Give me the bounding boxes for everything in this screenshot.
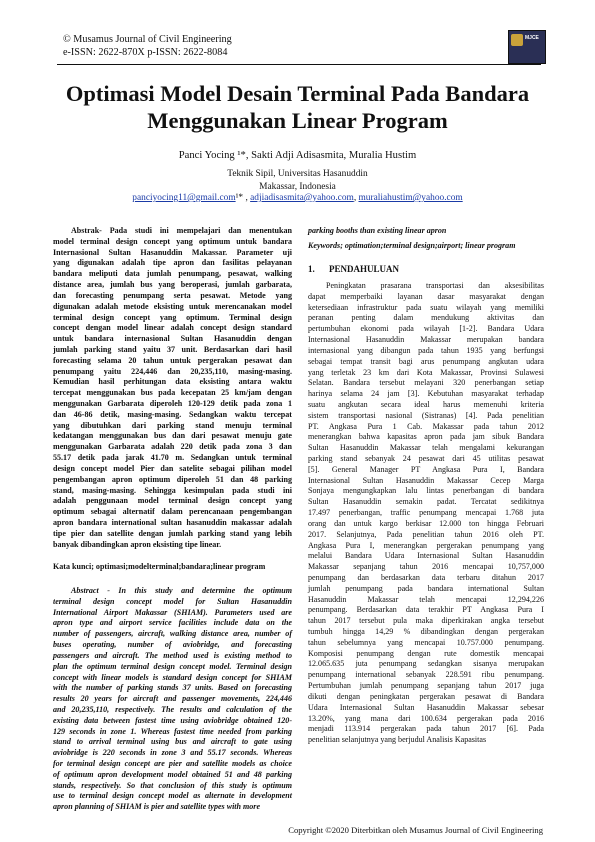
abstract-english [53, 586, 292, 813]
abstrak-line: dan 46-86 detik, masing-masing. Sedangkan waktu tercepat [53, 409, 292, 419]
affiliation [30, 168, 565, 193]
abstract-en-line: concept with linear models is standard design concept for SHIAM [53, 672, 292, 682]
abstrak-line: apron bandara international sultan hasanuddin makassar adalah [53, 517, 292, 527]
logo-text: MJCE [525, 35, 539, 41]
intro-line: internasional yang dibangun pada tahun 1935 yang berfungsi [308, 345, 544, 355]
abstrak-line: tipe pier dan satellite dengan jumlah parking stand yang lebih [53, 528, 292, 538]
abstract-continuation: parking booths than existing linear apron [308, 226, 447, 235]
abstrak-line-text: Pada studi ini mempelajari dan menentukan [109, 226, 292, 235]
abstrak-line: adalah penggunaan model terminal design concept yang [53, 496, 292, 506]
journal-logo [508, 30, 546, 64]
intro-line: peranan penting dalam mendukung aktivitas dan [308, 313, 544, 323]
email-sep: , [353, 193, 359, 203]
intro-line: Komposisi penumpang dengan rute domestik mencapai [308, 648, 544, 658]
section-heading [308, 264, 544, 274]
abstract-en-line: with the number of parking stands 37 units. Based on forecasting [53, 683, 292, 693]
intro-line: pertumbuhan ekonomi pada wilayah [1-2]. Bandara Udara [308, 324, 544, 334]
abstract-en-line: apron planning of SHIAM is pier and satellite types with more [53, 802, 261, 812]
intro-line: tahun sebelumnya yang mencapai 10.757.000 penumpang. [308, 637, 544, 647]
email-sep: ¹* , [235, 193, 251, 203]
abstrak-line: yang digunakan adalah tipe apron dan fasilitas pelayanan [53, 258, 292, 268]
abstract-en-line: stands, respectively. So that conclusion of this study is optimum [53, 780, 292, 790]
intro-line: penumpang. Berdasarkan data terakhir PT Angkasa Pura I [308, 605, 544, 615]
keywords: Keywords; optimation;terminal design;airport; linear program [308, 241, 516, 250]
intro-line: penelitian selanjutnya yang berjudul Analisis Kapasitas [308, 735, 487, 745]
intro-line: orang dan untuk kargo berkisar 12.000 ton hingga Februari [308, 518, 544, 528]
abstract-en-line: of optimum apron development model obtained 51 and 48 parking [53, 769, 292, 779]
abstract-en-line: existing data between fastest time using aviobridge obtained 120- [53, 715, 292, 725]
intro-line: 12.065.635 juta penumpang sedangkan sisanya merupakan [308, 659, 544, 669]
intro-line: parking stand sebanyak 24 pesawat dari 45 utilitas pesawat [308, 454, 544, 463]
issn-line: e-ISSN: 2622-870X p-ISSN: 2622-8084 [63, 47, 228, 58]
abstrak-line: Internasional Sultan Hasanuddin Makassar. Parameter uji [53, 247, 292, 257]
abstrak-line: bandara meliputi data jumlah penumpang, pesawat, walking [53, 269, 292, 279]
abstrak-line: menggunakan Garbarata adalah 220 detik pada zona 3 dan [53, 442, 292, 452]
intro-line: Pertumbuhan jumlah penumpang sepanjang tahun 2017 juga [308, 681, 544, 691]
intro-line: Udara Internasional Sultan Hasanuddin Makassar sebesar [308, 702, 544, 712]
abstrak-line [53, 226, 292, 237]
intro-line: [5]. General Manager PT Angkasa Pura I, Bandara [308, 464, 544, 474]
paper-title [30, 80, 565, 134]
abstract-en-line: plan the optimum terminal design concept model. Terminal design [53, 661, 292, 671]
abstrak-line: 55.17 detik pada jarak 41.70 m. Sedangkan untuk terminal [53, 453, 292, 463]
journal-name: © Musamus Journal of Civil Engineering [63, 34, 232, 45]
abstract-en-line: and 20,235,110, respectively. The results and calculation of the [53, 704, 292, 714]
header-rule [57, 64, 541, 65]
intro-line: Internasional Hasanuddin Makassar merupakan bandara [308, 335, 544, 345]
abstrak-line: penumpang yaitu 224,446 dan 20,235,110, masing-masing. [53, 366, 292, 376]
abstrak-line: stand, masing-masing. Sehingga kesimpulan pada studi ini [53, 485, 292, 495]
intro-line: Angkasa Pura I, menerangkan pergerakan penumpang yang [308, 540, 544, 550]
intro-line: harinya selama 24 jam [3]. Kebutuhan masyarakat terhadap [308, 389, 544, 399]
abstract-en-line: terminal design concept model for Sultan Hasanuddin [53, 596, 292, 606]
intro-line: 2017. Selanjutnya, Pada penelitian tahun 2016 oleh PT. [308, 529, 544, 539]
intro-line: Sultan Hasanuddin Makassar telah mengalami kekurangan [308, 443, 544, 453]
abstrak-line: terminal design concept yang optimum. Terminal design [53, 312, 292, 322]
intro-line: tumbuh hingga 14,29 % dibandingkan dengan pergerakan [308, 627, 544, 636]
intro-line: melalui Bandara Udara Internasional Sultan Hasanuddin [308, 551, 544, 561]
intro-line: Hasanuddin Makassar telah mencapai 12,294,226 [308, 594, 544, 604]
intro-line: menerangkan bahwa kapasitas apron pada jam sibuk Bandara [308, 432, 544, 442]
title-line-2: Menggunakan Linear Program [147, 108, 448, 133]
abstrak-line: optimum sebagai alternatif dalam perencanaan pengembangan [53, 507, 292, 517]
intro-line: penumpang dan berdasarkan data terbaru ditahun 2017 [308, 572, 544, 582]
abstract-en-line: aviobridge is 220 seconds in zone 3 and 55.17 seconds. Whereas [53, 748, 292, 758]
abstract-en-line: Abstract - In this study and determine the optimum [71, 586, 292, 595]
intro-line: Sonjaya mengungkapkan lalu lintas penerbangan di bandara [308, 486, 544, 496]
author-emails [30, 193, 565, 203]
title-line-1: Optimasi Model Desain Terminal Pada Bandara [65, 81, 530, 106]
footer-copyright: Copyright ©2020 Diterbitkan oleh Musamus Journal of Civil Engineering [288, 825, 543, 835]
abstract-en-line: 129 seconds in zone 1. Whereas fastest time needed from parking [53, 726, 292, 736]
intro-line: penumpang international sebanyak 228.591 ribu penumpang. [308, 670, 544, 680]
abstrak-line: banyak dibandingkan apron eksisting tipe linear. [53, 539, 222, 549]
emblem-icon [511, 34, 523, 46]
abstract-en-line: International Airport Makassar (SHIAM). Parameters used are [53, 607, 292, 617]
intro-line: yang terletak 23 km dari Kota Makassar, Provinsi Sulawesi [308, 367, 544, 377]
introduction-body [308, 281, 544, 746]
intro-line: 13.20%, yang mana dari 100.634 pergerakan pada 2016 [308, 713, 544, 723]
intro-line: jumlah penumpang pada bandara international Sultan [308, 583, 544, 593]
intro-line: Peningkatan prasarana transportasi dan aksesibilitas [326, 281, 544, 290]
intro-line: menjadi 113.914 pergerakan pada tahun 2017 [6]. Pada [308, 724, 544, 734]
abstrak-line: digunakan adalah metode eksisting untuk merencanakan model [53, 301, 292, 311]
affiliation-dept: Teknik Sipil, Universitas Hasanuddin [227, 169, 368, 179]
abstract-en-line: results 20 years for aircraft and passenger movements, 224,446 [53, 694, 292, 704]
intro-line: Selatan. Bandara tersebut melayani 320 penerbangan setiap [308, 378, 544, 388]
abstrak-body [53, 226, 292, 550]
abstract-en-line: passengers and aircraft. The method used is existing method to [53, 650, 292, 660]
abstrak-line: kedatangan menggunakan bus dan dari pesawat menuju gate [53, 431, 292, 441]
section-title: PENDAHULUAN [329, 264, 400, 274]
intro-line: dapat memperbaiki layanan dasar masyarakat dengan [308, 291, 544, 301]
abstract-en-line: buses operating, number of aviobridge, and forecasting [53, 640, 292, 650]
email-link-2[interactable]: adjiadisasmita@yahoo.com [250, 193, 354, 203]
intro-line: dikuti dengan peningkatan pergerakan pesawat di Bandara [308, 691, 544, 701]
abstrak-line: tercepat menggunakan bus pada kecepatan 25 km/jam dengan [53, 388, 292, 398]
intro-line: Sultan Hasanuddin semakin padat. Tercatat sedikitnya [308, 497, 544, 507]
email-link-3[interactable]: muraliahustim@yahoo.com [358, 193, 463, 203]
abstrak-line: jumlah parking stand yaitu 37 unit. Berdasarkan dari hasil [53, 344, 292, 354]
abstract-en-line: use to terminal design concept model as alternate in development [53, 791, 292, 801]
affiliation-city: Makassar, Indonesia [259, 181, 336, 192]
abstrak-line: menggunakan Garbarata diperoleh 120-129 detik pada zona 1 [53, 399, 292, 408]
abstrak-line: concept dengan model linear adalah concept design standard [53, 323, 292, 333]
intro-line: ketersediaan infrastruktur pada suatu wilayah yang memiliki [308, 302, 544, 312]
abstrak-line: untuk bandara internasional Sultan Hasanuddin dengan [53, 334, 292, 344]
abstract-en-line: number of passengers, aircraft, walking distance area, number of [53, 629, 292, 639]
abstrak-lead: Abstrak- [71, 226, 102, 235]
abstrak-section [53, 226, 292, 550]
abstrak-line: yang dibutuhkan dari parking stand menuju terminal [53, 420, 292, 430]
abstrak-line: distance area, jumlah bus yang beroperasi, jumlah garbarata, [53, 280, 292, 290]
abstrak-line: design concept model Pier dan satelite sebagai pilihan model [53, 463, 292, 473]
abstract-en-line: for terminal design concept are pier and satellite models as choice [53, 759, 292, 768]
abstract-en-line: apron type and airport service facilities include data on the [53, 618, 292, 628]
abstrak-line: dan forecasting penumpang serta pesawat. Metode yang [53, 290, 292, 300]
abstrak-line: model terminal design concept yang optimum untuk bandara [53, 236, 292, 246]
authors: Panci Yocing ¹*, Sakti Adji Adisasmita, Muralia Hustim [178, 150, 417, 161]
abstract-en-line: stand to arrival terminal using bus and aircraft to gate using [53, 737, 292, 747]
intro-line: PT. Angkasa Pura 1 Cab. Makassar pada tahun 2012 [308, 421, 544, 431]
intro-line: tahun 2017 tersebut pula maka diperkirakan angka tersebut [308, 616, 544, 626]
kata-kunci: Kata kunci; optimasi;modelterminal;bandara;linear program [53, 562, 266, 571]
intro-line: Internasional Sultan Hasanuddin Makassar Cecep Marga [308, 475, 544, 485]
intro-line: 17.497 penerbangan, traffic penumpang mencapai 1.768 juta [308, 508, 544, 518]
section-number: 1. [308, 264, 315, 274]
intro-line: sebagai tempat transit bagi arus penumpang angkutan udara [308, 356, 544, 366]
intro-line: suatu angkutan secara ideal harus memenuhi kriteria [308, 399, 544, 409]
email-link-1[interactable]: panciyocing11@gmail.com [132, 193, 236, 203]
abstrak-line: pengembangan apron optimum diperoleh 51 dan 48 parking [53, 474, 292, 484]
intro-line: Makassar sepanjang tahun 2016 mencapai 10,757,000 [308, 562, 544, 572]
abstrak-line: Kemudian hasil perhitungan data eksisting antara waktu [53, 377, 292, 387]
abstrak-line: forecasting selama 20 tahun untuk pergerakan pesawat dan [53, 355, 292, 365]
intro-line: sistem transportasi nasional (Sistranas) [4]. Pada penelitian [308, 410, 544, 420]
